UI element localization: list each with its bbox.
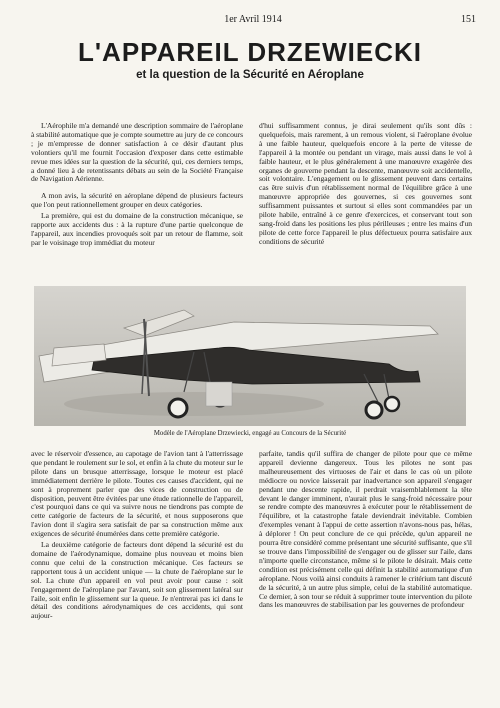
paragraph: parfaite, tandis qu'il suffira de changer de pilote pour que ce même appareil devienne dangereux. Tous les pilotes ne sont pas malheureusement des virtuoses de l'air et dans le cas où un pilote médiocre ou novice laisserait par inadvertance son appareil s'engager pendant une descente rapide, il perdrait vraisemblablement la tête devant le danger imminent, n'aurait plus le sang-froid nécessaire pour se rendre compte des manœuvres à exécuter pour le rétablissement de l'équilibre, et la catastrophe fatale deviendrait inévitable. Combien d'exemples venant à l'appui de cette assertion n'avons-nous pas, hélas, à déplorer ! On peut conclure de ce qui précède, qu'un appareil ne pourra être considéré comme présentant une sécurité suffisante, que s'il se trouve dans l'impossibilité de s'engager ou de glisser sur l'aile, dans n'importe quelle circonstance, même si le pilote le désirait. Mais cette condition est précisément celle qui définit la stabilité automatique d'un aéroplane. Nous voilà ainsi conduits à ramener le critérium tant discuté de la sécurité, à un autre plus simple, celui de la stabilité automatique. Ce dernier, à son tour se réduit à supprimer toute intervention du pilote dans les manœuvres de stabilisation par les gouvernes de profondeur bbox=[259, 450, 472, 610]
article-subtitle: et la question de la Sécurité en Aéroplane bbox=[136, 69, 364, 81]
issue-date: 1er Avril 1914 bbox=[224, 14, 282, 25]
paragraph: L'Aérophile m'a demandé une description sommaire de l'aéroplane à stabilité automatique que je compte soumettre au jury de ce concours ; je m'empresse de donner satisfaction à ce désir d'autant plus volontiers qu'il me fournit l'occasion d'exposer dans cette estimable revue mes idées sur la question de la sécurité, qui, ces derniers temps, a donné lieu à de retentissants débats au sein de la Société Française de Navigation Aérienne. bbox=[31, 122, 243, 184]
page-number: 151 bbox=[461, 14, 476, 25]
running-header bbox=[30, 14, 476, 28]
column-top-right bbox=[259, 122, 472, 302]
photo-caption: Modèle de l'Aéroplane Drzewiecki, engagé au Concours de la Sécurité bbox=[153, 430, 347, 437]
paragraph: d'hui suffisamment connus, je dirai seulement qu'ils sont dûs : quelquefois, mais rarement, à un remous violent, si l'aéroplane évolue à une faible hauteur, quelquefois encore à la perte de vitesse de l'appareil à la montée ou pendant un virage, mais aussi dans le vol à faible hauteur, et le plus généralement à une manœuvre exagérée des organes de gouverne pendant la descente, manœuvre soit accidentelle, soit volontaire. L'engagement ou le glissement peuvent dans certains cas être suivis d'un rétablissement normal de l'équilibre grâce à une manœuvre appropriée des gouvernes, si ces gouvernes sont suffisamment puissantes et surtout si elles sont commandées par un pilote habile, entraîné à ce genre d'exercices, et conservant tout son sang-froid dans les positions les plus périlleuses ; entre les mains d'un pilote de cette force l'appareil le plus défectueux pourra satisfaire aux conditions de sécurité bbox=[259, 122, 472, 246]
aeroplane-photo bbox=[34, 286, 466, 426]
column-bottom-left bbox=[31, 450, 243, 700]
paragraph: avec le réservoir d'essence, au capotage de l'avion tant à l'atterrissage que pendant le roulement sur le sol, et enfin à la chute du moteur sur le pilote dans un brusque atterrissage, lorsque le moteur est placé immédiatement derrière le pilote. Toutes ces causes d'accident, qui ne sont à proprement parler que des vices de construction ou de disposition, peuvent être évitées par une étude rationnelle de l'appareil, c'est pourquoi dans ce qui va suivre nous ne tiendrons pas compte de cette catégorie de facteurs de la sécurité, et nous supposerons que l'avion dont il s'agira sera satisfait de par sa construction même aux exigences de sécurité énumérées dans cette première catégorie. bbox=[31, 450, 243, 539]
column-top-left bbox=[31, 122, 243, 302]
aeroplane-model-illustration bbox=[34, 286, 466, 426]
paragraph: A mon avis, la sécurité en aéroplane dépend de plusieurs facteurs que l'on peut rationnellement grouper en deux catégories. bbox=[31, 191, 243, 210]
article-title: L'APPAREIL DRZEWIECKI bbox=[77, 37, 422, 67]
paragraph: La deuxième catégorie de facteurs dont dépend la sécurité est du domaine de l'aérodynamique, domaine plus nouveau et moins bien connu que celui de la construction mécanique. Ces facteurs se rapportent tous à un accident unique — la chute de l'aéroplane sur le sol. La chute d'un appareil en vol peut avoir pour cause : soit l'engagement de l'aéroplane par l'avant, soit son glissement latéral sur l'aile, soit enfin le glissement sur la queue. Je n'entrerai pas ici dans le détail des conditions aérodynamiques de ces accidents, qui sont aujour- bbox=[31, 540, 243, 621]
column-bottom-right bbox=[259, 450, 472, 700]
paragraph: La première, qui est du domaine de la construction mécanique, se rapporte aux accidents dus : à la rupture d'une partie quelconque de l'appareil, aux incendies provoqués soit par un retour de flamme, soit par le voisinage trop immédiat du moteur bbox=[31, 211, 243, 247]
